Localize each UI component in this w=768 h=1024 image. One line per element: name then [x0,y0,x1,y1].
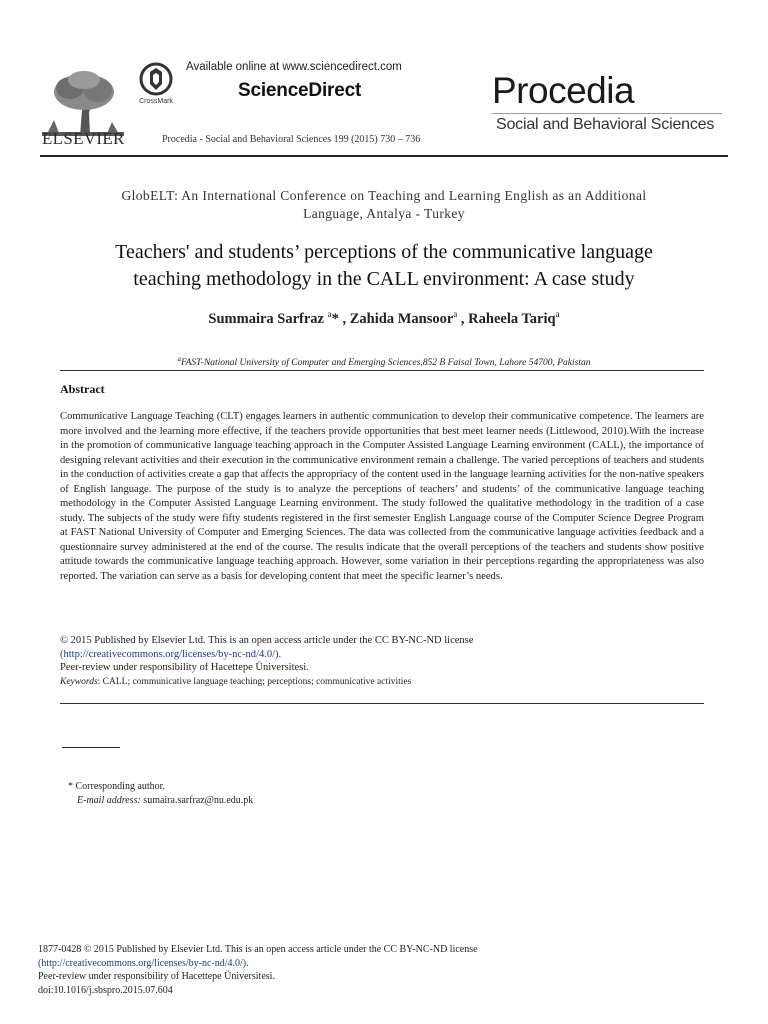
title-line-2: teaching methodology in the CALL environment: A case study [133,268,635,290]
affiliation [40,355,728,368]
email-note [77,795,253,806]
sciencedirect-logo: ScienceDirect [238,80,362,101]
procedia-title: Procedia [492,70,635,111]
license-statement: © 2015 Published by Elsevier Ltd. This is an open access article under the CC BY-NC-ND license [60,635,474,646]
abstract-body: Communicative Language Teaching (CLT) engages learners in authentic communication to develop their communicative competence. The learners are more involved and the learning more effective, if the teachers provide opportunities that best meet learner needs (Littlewood, 2010).With the increase in the promotion of communicative language teaching approach in the Computer Assisted Language Learning environment (CALL), the importance of designing relevant activities and their execution in the communicative environment remain a challenge. The varied perceptions of teachers and students in the conduction of activities create a gap that affects the appropriacy of the content used in the language learning activities for the non-native speakers of English language. The purpose of the study is to analyze the perceptions of teachers’ and students’ of the communicative language teaching methodology in the Computer Assisted Language Learning environment. The study followed the qualitative methodology in the tradition of a case study. The subjects of the study were fifty students registered in the first semester English Language course of the Computer Science Degree Program at FAST National University of Computer and Emerging Sciences. The data was collected from the communicative language activities feedback and a questionnaire survey administered at the end of the course. The results indicate that the overall perceptions of the teachers and students show positive attitude towards the communicative language teaching approach. However, some variation in their perceptions regarding the appropriateness was also reported. The variation can serve as a basis for developing content that meet the specific learner’s needs. [60,411,704,583]
abstract-heading: Abstract [60,382,105,396]
procedia-subtitle: Social and Behavioral Sciences [496,116,715,133]
keywords: Keywords: CALL; communicative language teaching; perceptions; communicative activities [60,677,412,687]
elsevier-wordmark: ELSEVIER [42,129,125,148]
footer-license: 1877-0428 © 2015 Published by Elsevier Ltd. This is an open access article under the CC BY-NC-ND license [38,944,478,955]
crossmark-badge[interactable] [133,62,179,112]
abstract-bottom-rule [60,703,704,704]
peer-review-note: Peer-review under responsibility of Hacettepe Üniversitesi. [60,662,309,673]
affiliation-text: FAST-National University of Computer and Emerging Sciences,852 B Faisal Town, Lahore 54700, Pakistan [181,358,591,369]
article-title [40,239,728,293]
conference-name [60,187,708,223]
footer-license-link[interactable]: (http://creativecommons.org/licenses/by-nc-nd/4.0/). [38,957,249,969]
author-3-affiliation-mark: a [555,309,560,319]
email-address[interactable]: sumaira.sarfraz@nu.edu.pk [143,795,254,806]
header-divider [40,155,728,157]
email-label: E-mail address: [77,795,141,806]
author-2-affiliation-mark: a [453,309,458,319]
conference-line-2: Language, Antalya - Turkey [303,206,465,221]
author-1-affiliation-mark: a [327,309,332,319]
author-3: Raheela Tariq [468,310,556,327]
affiliation-mark: a [177,355,182,363]
title-line-1: Teachers' and students’ perceptions of the communicative language [115,241,653,263]
procedia-divider [492,113,722,114]
author-2: Zahida Mansoor [349,310,454,327]
footer-peer-review: Peer-review under responsibility of Hacettepe Üniversitesi. [38,971,275,983]
corresponding-author-note: * Corresponding author. [68,781,165,792]
keywords-label: Keywords [60,677,98,687]
author-1-corresponding-mark: * [331,310,339,327]
license-block [60,634,704,675]
author-1: Summaira Sarfraz [208,310,324,327]
abstract-top-rule [60,370,704,371]
crossmark-label: CrossMark [139,98,173,105]
keywords-list: CALL; communicative language teaching; perceptions; communicative activities [102,677,412,687]
author-list: Summaira Sarfraz $^a$* , Zahida Mansoor$^a$ , Raheela Tariq$^a$ [208,309,560,327]
page-footer [38,943,728,998]
footnote-rule [62,747,120,748]
license-link[interactable]: (http://creativecommons.org/licenses/by-nc-nd/4.0/). [60,648,282,660]
available-online-text: Available online at www.sciencedirect.com [186,61,402,73]
footer-doi[interactable]: doi:10.1016/j.sbspro.2015.07.604 [38,985,173,997]
crossmark-icon [133,62,179,98]
journal-citation: Procedia - Social and Behavioral Sciences 199 (2015) 730 – 736 [162,134,421,145]
conference-line-1: GlobELT: An International Conference on Teaching and Learning English as an Additional [121,188,647,203]
